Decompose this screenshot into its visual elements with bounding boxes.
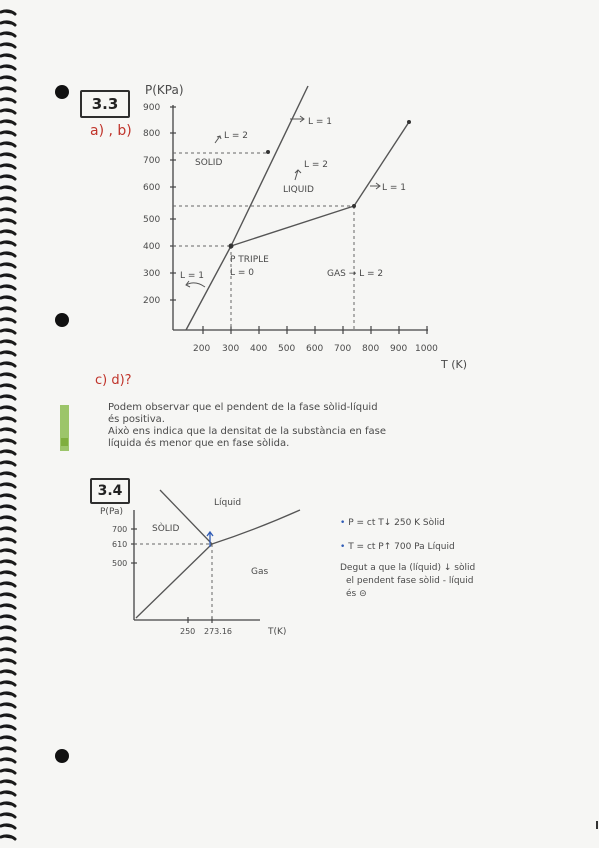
y-tick-34: 500: [112, 559, 128, 568]
x-tick-33: 800: [362, 344, 380, 354]
problem-34-conclusion: [340, 562, 475, 601]
label-gas-34: Gas: [251, 567, 269, 577]
answer-line: és positiva.: [108, 414, 165, 425]
label-solid-33: SOLID: [195, 158, 223, 168]
x-tick-34: 250: [180, 627, 196, 636]
problem-33-part-c: c) d)?: [95, 373, 132, 388]
edge-mark: [596, 821, 598, 829]
y-tick-33: 900: [143, 103, 161, 113]
label-solid-34: SÒLID: [152, 524, 180, 534]
conclusion-line: el pendent fase sòlid - líquid: [346, 576, 474, 586]
note-line: • T = ct P↑ 700 Pa Líquid: [340, 542, 455, 552]
y-axis-label-33: P(KPa): [145, 83, 184, 97]
x-axis-label-33: T (K): [441, 358, 468, 371]
y-tick-33: 400: [143, 242, 161, 252]
x-tick-33: 200: [193, 344, 211, 354]
x-tick-33: 700: [334, 344, 352, 354]
x-tick-34: 273.16: [204, 627, 232, 636]
label-gas-33: GAS → L = 2: [327, 269, 384, 279]
answer-line: Això ens indica que la densitat de la substància en fase: [108, 426, 387, 437]
note-line: • P = ct T↓ 250 K Sòlid: [340, 518, 445, 528]
answer-line: líquida és menor que en fase sòlida.: [108, 438, 290, 449]
sublimation-curve-34: [136, 544, 212, 618]
conclusion-line: Degut a que la (líquid) ↓ sòlid: [340, 563, 476, 573]
y-tick-33: 600: [143, 183, 161, 193]
y-tick-33: 300: [143, 269, 161, 279]
problem-33-parts-ab: a) , b): [90, 123, 132, 139]
y-tick-33: 800: [143, 129, 161, 139]
label-l1-left: L = 1: [180, 271, 205, 281]
label-l1-top: L = 1: [308, 117, 333, 127]
x-axis-label-34: T(K): [268, 627, 287, 637]
problem-34-number: 3.4: [90, 478, 130, 504]
problem-33-number: 3.3: [80, 90, 130, 118]
label-l0: L = 0: [230, 268, 255, 278]
y-tick-33: 700: [143, 156, 161, 166]
vaporization-curve-34: [212, 510, 300, 544]
y-tick-34: 610: [112, 540, 128, 549]
label-l2-liquid: L = 2: [304, 160, 329, 170]
x-tick-33: 600: [306, 344, 324, 354]
y-tick-33: 200: [143, 296, 161, 306]
label-triple-point: P TRIPLE: [230, 255, 269, 265]
answer-line: Podem observar que el pendent de la fase sòlid-líquid: [108, 402, 378, 413]
x-tick-33: 900: [390, 344, 408, 354]
label-l2-solid: L = 2: [224, 131, 249, 141]
label-l1-right: L = 1: [382, 183, 407, 193]
label-liquid-34: Líquid: [214, 498, 242, 508]
y-tick-34: 700: [112, 525, 128, 534]
x-tick-33: 500: [278, 344, 296, 354]
y-tick-33: 500: [143, 215, 161, 225]
problem-34-notes: [340, 511, 455, 559]
x-tick-33: 1000: [415, 344, 438, 354]
label-liquid-33: LIQUID: [283, 185, 314, 195]
conclusion-line: és ⊝: [346, 589, 367, 599]
fusion-curve-34: [160, 490, 212, 544]
x-tick-33: 300: [222, 344, 240, 354]
x-tick-33: 400: [250, 344, 268, 354]
y-axis-label-34: P(Pa): [100, 507, 123, 517]
